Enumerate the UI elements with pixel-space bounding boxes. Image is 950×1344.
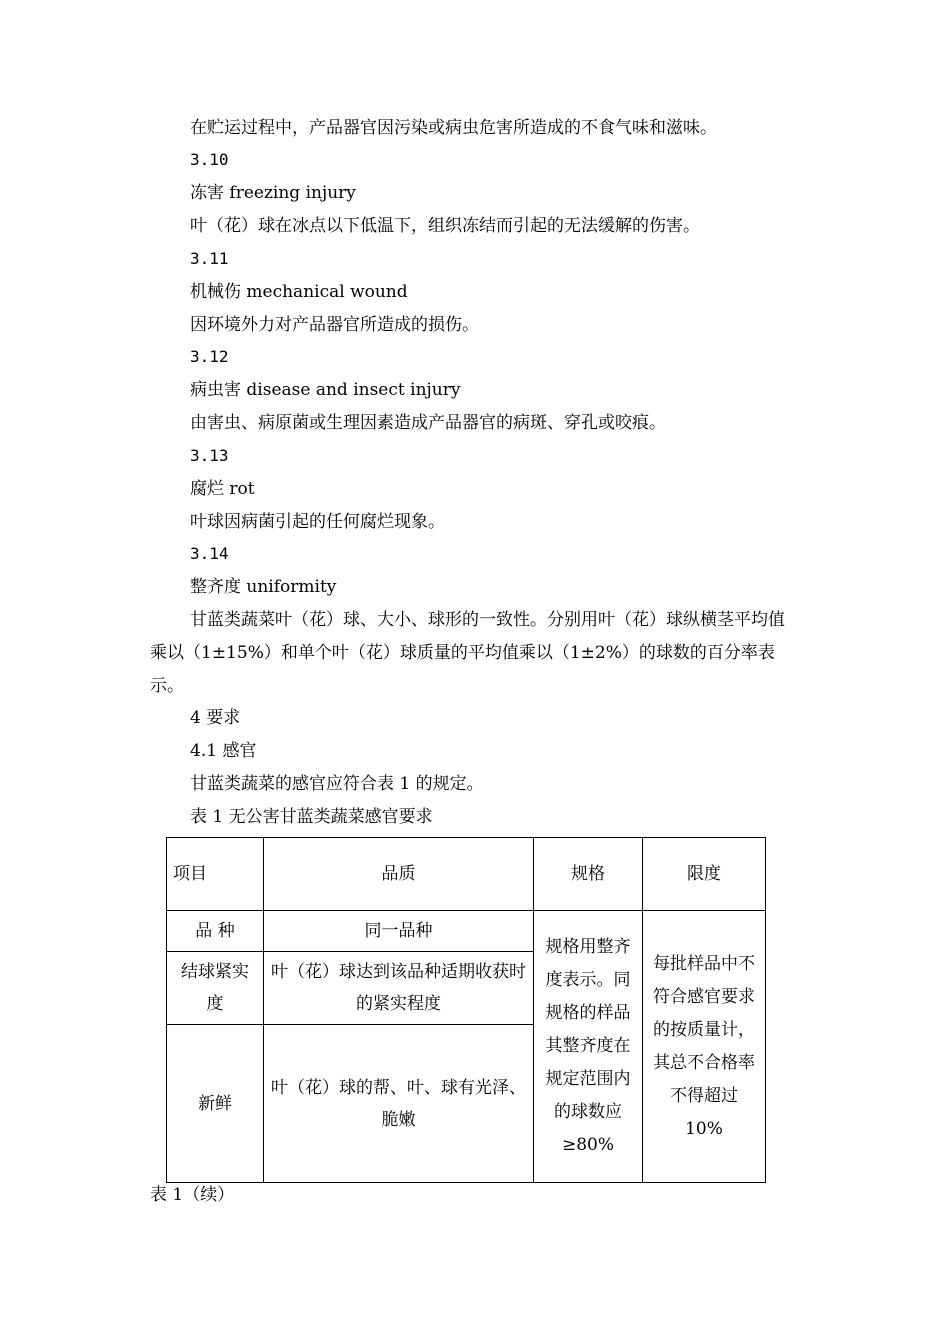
term-heading: 整齐度 uniformity	[190, 577, 337, 597]
header-item: 项目	[167, 838, 264, 911]
clause-number: 3.13	[190, 446, 229, 465]
row-item: 新鲜	[167, 1025, 264, 1183]
spec-cell: 规格用整齐度表示。同规格的样品其整齐度在规定范围内的球数应≥80%	[534, 911, 643, 1183]
row-quality: 同一品种	[264, 911, 534, 952]
row-quality: 叶（花）球的帮、叶、球有光泽、脆嫩	[264, 1025, 534, 1183]
term-heading: 冻害 freezing injury	[190, 183, 356, 203]
uniformity-definition: 甘蓝类蔬菜叶（花）球、大小、球形的一致性。分别用叶（花）球纵横茎平均值乘以（1±15%）和单个叶（花）球质量的平均值乘以（1±2%）的球数的百分率表示。	[150, 610, 785, 696]
clause-number: 3.10	[190, 150, 229, 169]
table-caption: 表 1 无公害甘蓝类蔬菜感官要求	[190, 807, 433, 827]
sensory-intro: 甘蓝类蔬菜的感官应符合表 1 的规定。	[190, 774, 484, 794]
header-spec: 规格	[534, 838, 643, 911]
row-quality: 叶（花）球达到该品种适期收获时的紧实程度	[264, 952, 534, 1025]
row-item: 品 种	[167, 911, 264, 952]
term-heading: 机械伤 mechanical wound	[190, 282, 408, 302]
section-heading-4-1: 4.1 感官	[190, 741, 257, 761]
definition-text: 叶（花）球在冰点以下低温下，组织冻结而引起的无法缓解的伤害。	[190, 216, 700, 236]
term-heading: 病虫害 disease and insect injury	[190, 380, 461, 400]
clause-number: 3.11	[190, 249, 229, 268]
sensory-requirements-table	[166, 837, 766, 1183]
table-continued-label: 表 1（续）	[150, 1185, 235, 1205]
term-heading: 腐烂 rot	[190, 479, 255, 499]
section-heading-4: 4 要求	[190, 708, 241, 728]
definition-text: 由害虫、病原菌或生理因素造成产品器官的病斑、穿孔或咬痕。	[190, 413, 666, 433]
limit-cell: 每批样品中不符合感官要求的按质量计，其总不合格率不得超过 10%	[643, 911, 766, 1183]
definition-text: 因环境外力对产品器官所造成的损伤。	[190, 315, 479, 335]
clause-number: 3.14	[190, 544, 229, 563]
definition-text: 在贮运过程中，产品器官因污染或病虫危害所造成的不食气味和滋味。	[190, 118, 717, 138]
header-quality: 品质	[264, 838, 534, 911]
definition-text: 叶球因病菌引起的任何腐烂现象。	[190, 512, 445, 532]
clause-number: 3.12	[190, 347, 229, 366]
table-row	[167, 911, 766, 952]
table-header-row	[167, 838, 766, 911]
header-limit: 限度	[643, 838, 766, 911]
row-item: 结球紧实度	[167, 952, 264, 1025]
